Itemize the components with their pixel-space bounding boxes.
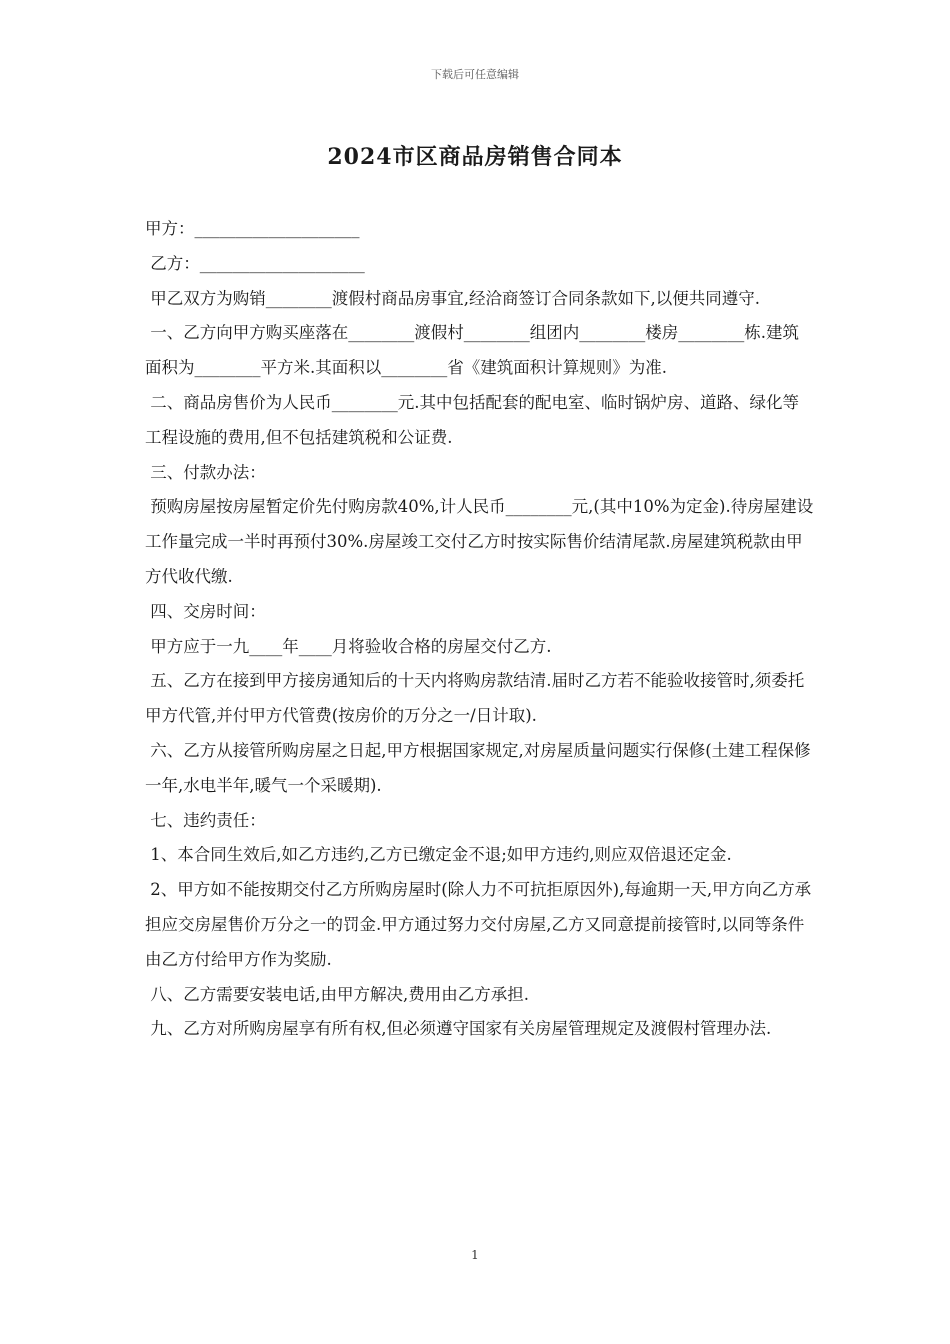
party-a-line: 甲方：____________________: [145, 219, 360, 238]
clause-3-body: 预购房屋按房屋暂定价先付购房款40%,计人民币________元,(其中10%为定金).待房屋建设工作量完成一半时再预付30%.房屋竣工交付乙方时按实际售价结清尾款.房屋建筑税款由甲方代收代缴.: [145, 497, 814, 586]
clause-8: 八、乙方需要安装电话,由甲方解决,费用由乙方承担.: [145, 984, 529, 1004]
party-b-line: 乙方：____________________: [145, 253, 365, 273]
clause-3-heading: 三、付款办法：: [145, 462, 266, 482]
header-note: 下载后可任意编辑: [431, 68, 519, 81]
clause-7-item-1: 1、本合同生效后,如乙方违约,乙方已缴定金不退;如甲方违约,则应双倍退还定金.: [145, 845, 732, 865]
contract-body: [145, 212, 815, 1047]
clause-5: 五、乙方在接到甲方接房通知后的十天内将购房款结清.届时乙方若不能验收接管时,须委托甲方代管,并付甲方代管费(按房价的万分之一/日计取).: [145, 671, 805, 726]
clause-2: 二、商品房售价为人民币________元.其中包括配套的配电室、临时锅炉房、道路、绿化等工程设施的费用,但不包括建筑税和公证费.: [145, 392, 799, 447]
clause-6: 六、乙方从接管所购房屋之日起,甲方根据国家规定,对房屋质量问题实行保修(土建工程保修一年,水电半年,暖气一个采暖期).: [145, 740, 811, 795]
clause-4-body: 甲方应于一九____年____月将验收合格的房屋交付乙方.: [145, 636, 552, 656]
clause-9: 九、乙方对所购房屋享有所有权,但必须遵守国家有关房屋管理规定及渡假村管理办法.: [145, 1019, 772, 1039]
clause-4-heading: 四、交房时间：: [145, 601, 266, 621]
document-title: 2024市区商品房销售合同本: [327, 144, 623, 170]
clause-7-heading: 七、违约责任：: [145, 810, 266, 830]
page-number: 1: [471, 1248, 479, 1262]
clause-1: 一、乙方向甲方购买座落在________渡假村________组团内________楼房________栋.建筑面积为________平方米.其面积以________省《建筑面积计算规则》为准.: [145, 323, 799, 378]
clause-7-item-2: 2、甲方如不能按期交付乙方所购房屋时(除人力不可抗拒原因外),每逾期一天,甲方向乙方承担应交房屋售价万分之一的罚金.甲方通过努力交付房屋,乙方又同意提前接管时,以同等条件由乙方付给甲方作为奖励.: [145, 880, 812, 969]
preamble-paragraph: 甲乙双方为购销________渡假村商品房事宜,经洽商签订合同条款如下,以便共同遵守.: [145, 288, 760, 308]
